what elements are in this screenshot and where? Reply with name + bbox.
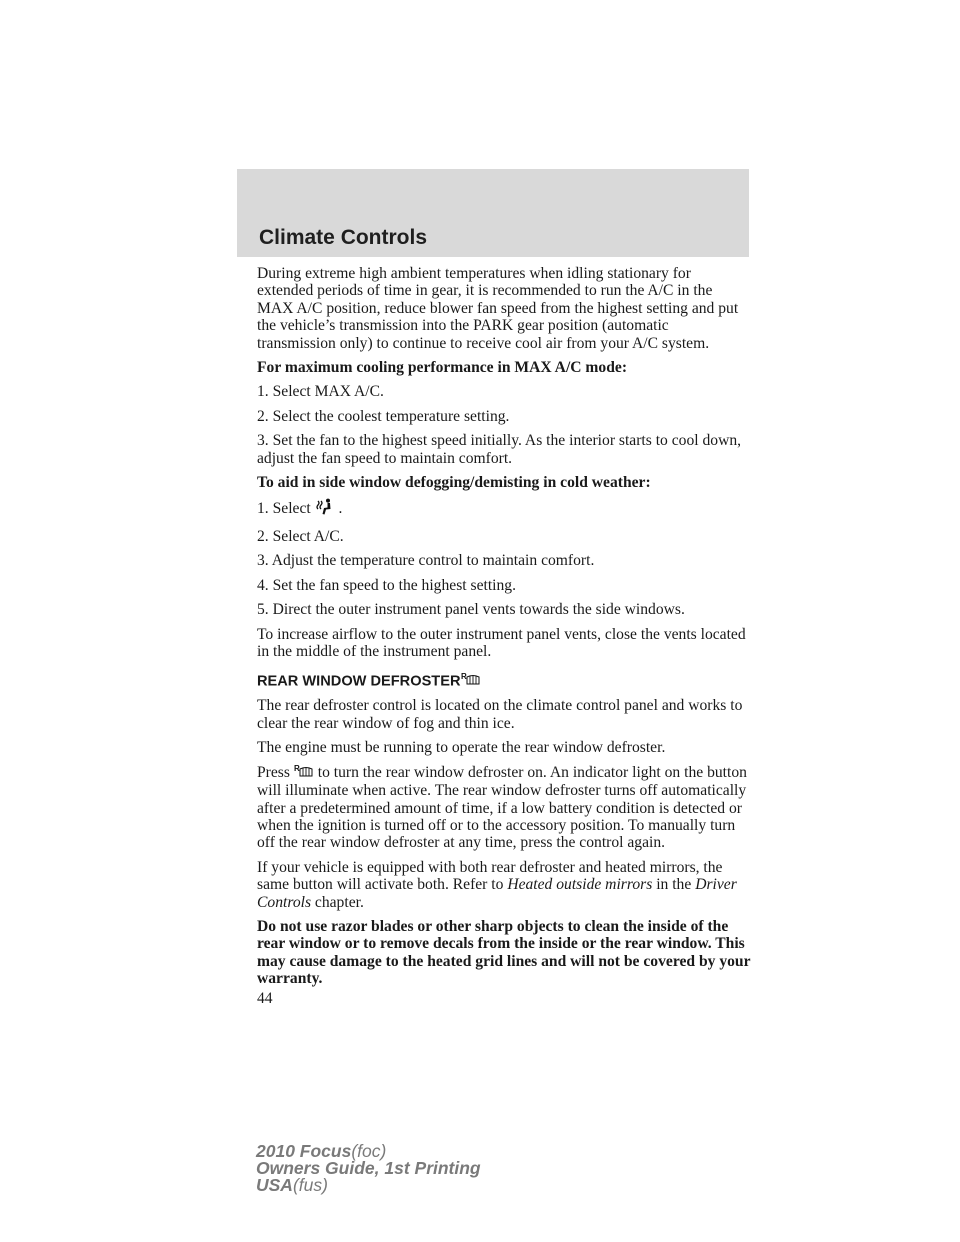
- footer-region: USA: [256, 1175, 293, 1195]
- chapter-title: Climate Controls: [259, 226, 428, 249]
- max-cooling-heading: For maximum cooling performance in MAX A/C mode:: [257, 359, 628, 377]
- footer-imprint: [256, 1143, 481, 1194]
- heated-mirrors-reference: Heated outside mirrors: [507, 876, 653, 894]
- defog-step-1: [257, 498, 751, 520]
- rear-defroster-icon: [461, 672, 481, 691]
- rear-defroster-paragraph-1: The rear defroster control is located on the climate control panel and works to clear the rear window of fog and thin ice.: [257, 697, 743, 732]
- svg-text:R: R: [293, 763, 300, 773]
- defog-step-2: 2. Select A/C.: [257, 527, 344, 545]
- rear-defroster-paragraph-2: The engine must be running to operate the rear window defroster.: [257, 739, 666, 757]
- max-cooling-step-1: 1. Select MAX A/C.: [257, 383, 384, 401]
- footer-region-code: (fus): [292, 1175, 328, 1195]
- rear-p3-prefix: Press: [257, 763, 290, 781]
- airflow-note: To increase airflow to the outer instrument panel vents, close the vents located in the middle of the instrument panel.: [257, 625, 746, 660]
- footer-model: 2010 Focus: [256, 1141, 352, 1161]
- defog-step-5: 5. Direct the outer instrument panel vents towards the side windows.: [257, 601, 685, 619]
- defog-step-1-suffix: .: [338, 500, 343, 518]
- footer-guide: Owners Guide, 1st Printing: [256, 1158, 481, 1178]
- max-cooling-step-2: 2. Select the coolest temperature setting.: [257, 407, 510, 425]
- rear-defroster-heading: [257, 672, 751, 691]
- footer-line-region: [256, 1177, 481, 1194]
- rear-p3-suffix: to turn the rear window defroster on. An indicator light on the button will illuminate when active. The rear window defroster turns off automatically after a predetermined amount of time, if a low battery condition is detected or when the ignition is turned off or to the accessory position. To manually turn off the rear window defroster at any time, press the control again.: [257, 763, 747, 852]
- rear-p4-text-a: If your vehicle is equipped with both rear defroster and heated mirrors, the same button will activate both. Refer to: [257, 858, 723, 894]
- driver-controls-reference: Driver Controls: [257, 876, 737, 911]
- rear-defroster-paragraph-4: [257, 859, 751, 911]
- defog-heading: To aid in side window defogging/demisting in cold weather:: [257, 474, 651, 492]
- defog-step-3: 3. Adjust the temperature control to maintain comfort.: [257, 552, 595, 570]
- page-content: [257, 265, 751, 1007]
- defog-step-1-prefix: 1. Select: [257, 500, 311, 518]
- svg-text:R: R: [460, 672, 467, 682]
- rear-defroster-icon: [294, 764, 314, 782]
- intro-paragraph: During extreme high ambient temperatures when idling stationary for extended periods of time in gear, it is recommended to run the A/C in the MAX A/C position, reduce blower fan speed from the highest setting and put the vehicle’s transmission into the PARK gear position (automatic transmission only) to continue to receive cool air from your A/C system.: [257, 265, 739, 352]
- defog-step-4: 4. Set the fan speed to the highest setting.: [257, 576, 516, 594]
- floor-defrost-seat-icon: [315, 498, 335, 520]
- chapter-header: [237, 169, 749, 257]
- footer-model-code: (foc): [351, 1141, 387, 1161]
- rear-p4-text-c: chapter.: [314, 893, 364, 911]
- rear-defroster-paragraph-3: [257, 764, 751, 852]
- warning-paragraph: Do not use razor blades or other sharp objects to clean the inside of the rear window or to remove decals from the inside or the rear window. This may cause damage to the heated grid lines and will not be covered by your warranty.: [257, 918, 751, 988]
- rear-p4-text-b: in the: [656, 876, 692, 894]
- max-cooling-step-3: 3. Set the fan to the highest speed initially. As the interior starts to cool down, adjust the fan speed to maintain comfort.: [257, 432, 742, 467]
- rear-defroster-heading-text: REAR WINDOW DEFROSTER: [257, 673, 461, 690]
- page-number: 44: [257, 989, 273, 1007]
